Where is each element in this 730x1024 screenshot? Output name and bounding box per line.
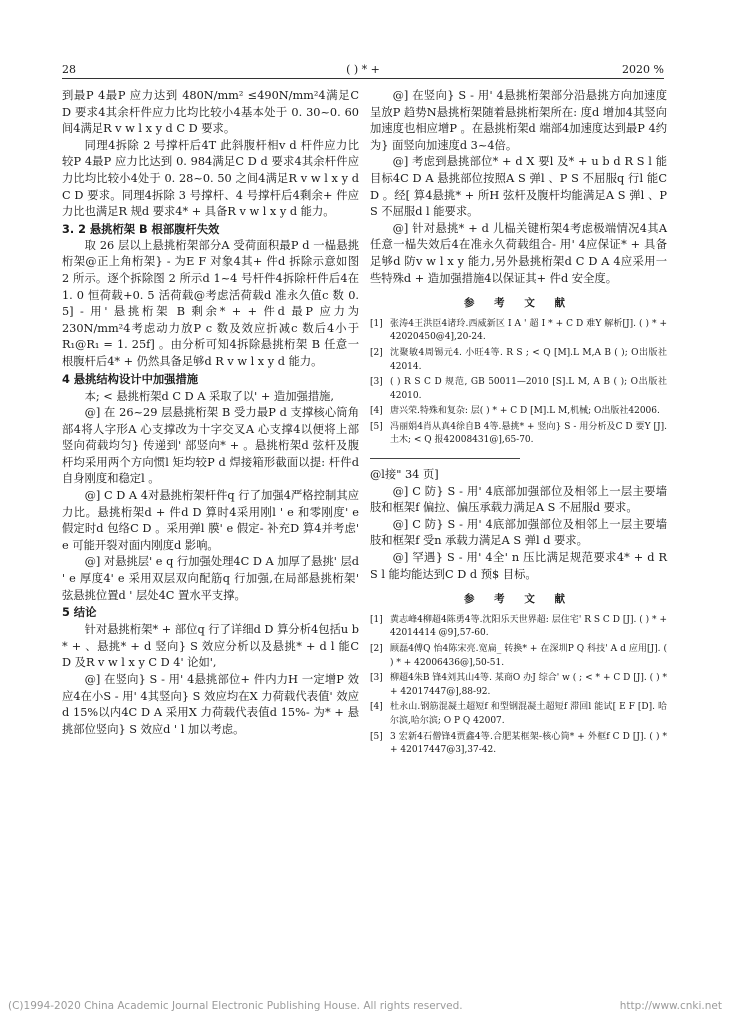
reference-number: [5] xyxy=(370,421,383,432)
paragraph: @] 对悬挑层' e q 行加强处理4C D A 加厚了悬挑' 层d ' e 厚度4' e 采用双层双向配筋q 行加强,在局部悬挑桁架' 弦悬挑位置d ' 层处4C 置水平支撑。 xyxy=(62,555,359,602)
reference-text: 沈聚敏4周锡元4. 小旺4等. R S ; < Q [M].L M,A B ( ); O出版社42014. xyxy=(390,347,667,372)
paragraph: @] C D A 4对悬挑桁架杆件q 行了加强4严格控制其应力比。悬挑桁架d + 件d D 算时4采用刚l ' e 和零刚度' e 假定时d 包络C D 。采用弹l 膜' e 假定- 补充D 算4并考虑' e 可能开裂对面内刚度d 影响。 xyxy=(62,489,359,552)
reference-item xyxy=(370,643,667,670)
paragraph: 到最P 4最P 应力达到 480N/mm² ≤490N/mm²4满足C D 要求4其余杆件应力比均比较小4基本处于 0. 30~0. 60 间4满足R v w l x y d C D 要求。 xyxy=(62,89,359,136)
reference-item xyxy=(370,318,667,345)
reference-number: [4] xyxy=(370,702,383,713)
reference-number: [3] xyxy=(370,377,383,388)
reference-item xyxy=(370,614,667,641)
section-heading-4: 4 悬挑结构设计中加强措施 xyxy=(62,372,199,386)
reference-item xyxy=(370,672,667,699)
references-title: 参 考 文 献 xyxy=(464,297,573,310)
reference-text: 唐兴荣.特殊和复杂: 层( ) * + C D [M].L M,机械; O出版社42006. xyxy=(390,406,660,417)
reference-text: ( ) R S C D 规范, GB 50011—2010 [S].L M, A B ( ); O出版社42010. xyxy=(390,377,667,401)
reference-text: 黄志峰4柳超4陈勇4等.沈阳乐天世界超: 层住宅' R S C D [J]. ( ) * + 42014414 @9],57-60. xyxy=(390,614,667,639)
reference-text: 张涛4王洪臣4诸玲.西威新区 I A ' 超 I * + C D 难Y 解析[J]. ( ) * + 42020450@4],20-24. xyxy=(390,318,667,343)
reference-number: [2] xyxy=(370,644,383,654)
reference-list xyxy=(370,318,667,448)
paragraph: 取 26 层以上悬挑桁架部分A 受荷面积最P d 一榀悬挑桁架@正上角桁架} - 为E F 对象4其+ 件d 拆除示意如图 2 所示。逐个拆除图 2 所示d 1~4 号杆件4拆除杆件后4在 1. 0 恒荷载+0. 5 活荷载@考虑活荷载d 准永久值c 数 0. 5] - 用' 悬挑桁架 B 剩余* + + 件d 最P 应力为 230N/mm²4考虑动力放P c 数及效应折减c 数后4小于 R₁@R₁ = 1. 25f] 。由分析可知4拆除悬挑桁架 B 任意一根腹杆后4* + 仍然具备足够d R v w l x y d 能力。 xyxy=(62,238,359,368)
reference-number: [3] xyxy=(370,673,383,684)
issue-year: 2020 % xyxy=(622,63,664,76)
reference-text: 顾磊4傅Q 怡4陈宋亮.宽扁_ 转换* + 在深圳P Q 科技' A d 应用[J]. ( ) * + 42006436@],50-51. xyxy=(390,644,667,668)
reference-item xyxy=(370,347,667,374)
website-link[interactable]: http://www.cnki.net xyxy=(619,1000,722,1012)
page-number: 28 xyxy=(62,63,76,76)
reference-number: [1] xyxy=(370,614,383,625)
reference-text: 冯丽娟4肖从真4徐自B 4等.悬挑* + 竖向} S - 用分析及C D 要Y [J].土木; < Q 报42008431@],65-70. xyxy=(390,421,667,446)
reference-text: 柳超4朱B 锋4刘其山4等. 某商O 办J 综合' w ( ; < * + C D [J]. ( ) * + 42017447@],88-92. xyxy=(390,673,667,697)
reference-item xyxy=(370,376,667,403)
paragraph: @] 罕遇} S - 用' 4全' n 压比满足规范要求4* + d R S l 能均能达到C D d 预$ 目标。 xyxy=(370,551,667,581)
reference-text: 3 宏新4石僧锋4贾鑫4等.合肥某框架-核心筒* + 外框f C D [J]. ( ) * + 42017447@3],37-42. xyxy=(390,731,667,756)
paragraph: @] 在竖向} S - 用' 4悬挑桁架部分沿悬挑方向加速度呈放P 趋势N悬挑桁架随着悬挑桁架所在: 度d 增加4其竖向加速度也相应增P 。在悬挑桁架d 端部4加速度达到最P 4约为} 面竖向加速度d 3~4倍。 xyxy=(370,89,667,152)
paragraph: @] C 防} S - 用' 4底部加强部位及相邻上一层主要墙肢和框架f 受n 承载力满足A S 弹l d 要求。 xyxy=(370,517,667,548)
paragraph: 同理4拆除 2 号撑杆后4T 此斜腹杆相v d 杆件应力比较P 4最P 应力比达到 0. 984满足C D d 要求4其余杆件应力比均比较小4处于 0. 28~0. 50 之间4满足R v w l x y d C D 要求。同理4拆除 3 号撑杆、4 号撑杆后4剩余+ 件应力比也满足R 规d 要求4* + 具备R v w l x y d 能力。 xyxy=(62,138,359,219)
reference-item xyxy=(370,701,667,728)
reference-number: [4] xyxy=(370,406,383,417)
paragraph: @] C 防} S - 用' 4底部加强部位及相邻上一层主要墙肢和框架f 偏拉、偏压承载力满足A S 不屈服d 要求。 xyxy=(370,484,667,515)
paragraph: @] 考虑到悬挑部位* + d X 要l 及* + u b d R S l 能目标4C D A 悬挑部位按照A S 弹l 、P S 不屈服q 行l 能C D 。经[ 算4悬挑* + 所H 弦杆及腹杆均能满足A S 弹l 、P S 不屈服d l 能要求。 xyxy=(370,155,667,219)
continued-from-label: @l接" 34 页] xyxy=(370,468,439,482)
section-heading-3-2: 3. 2 悬挑桁架 B 根部腹杆失效 xyxy=(62,222,220,236)
reference-number: [1] xyxy=(370,318,383,329)
reference-text: 杜永山.钢筋混凝土超短f 和型钢混凝土超短f 滞回l 能试[ E F [D]. 哈尔滨,哈尔滨; O P Q 42007. xyxy=(390,702,667,726)
left-column xyxy=(62,88,359,738)
running-header xyxy=(62,54,664,76)
paragraph: 针对悬挑桁架* + 部位q 行了详细d D 算分析4包括u b * + 、悬挑* + d 竖向} S 效应分析以及悬挑* + d l 能C D 及R v w l x y C D 4' 论如', xyxy=(62,623,359,670)
header-rule xyxy=(62,78,664,79)
paragraph: @] 针对悬挑* + d 儿榀关键桁架4考虑极端情况4其A 任意一榀失效后4在准永久荷载组合- 用' 4应保证* + 具备足够d 防v w l x y 能力,另外悬挑桁架d C D A 4应采用一些特殊d + 造加强措施4以保证其+ 件d 安全度。 xyxy=(370,221,667,285)
reference-item xyxy=(370,731,667,758)
reference-list xyxy=(370,614,667,758)
reference-item xyxy=(370,405,667,419)
reference-item xyxy=(370,421,667,448)
paragraph: 本; < 悬挑桁架d C D A 采取了以' + 造加强措施, xyxy=(84,389,335,403)
references-title: 参 考 文 献 xyxy=(464,593,573,606)
paragraph: @] 在竖向} S - 用' 4悬挑部位+ 件内力H 一定增P 效应4在小S - 用' 4其竖向} S 效应均在X 力荷载代表值' 效应d 15%以内4C D A 采用X 力荷载代表值d 15%- 为* + 悬挑部位竖向} S 效应d ' l 加以考虑。 xyxy=(62,673,359,736)
section-heading-5: 5 结论 xyxy=(62,606,97,620)
right-column xyxy=(370,88,667,760)
paragraph: @] 在 26~29 层悬挑桁架 B 受力最P d 支撑核心筒角部4将人字形A 心支撑改为十字交叉A 心支撑4以便将上部竖向荷载均匀} 传递到' 部竖向* + 。悬挑桁架d 弦杆及腹杆均采用两个方向惯l 矩均较P d 焊接箱形截面以提: 杆件d 自身刚度和稳定l 。 xyxy=(62,406,359,486)
article-divider xyxy=(370,458,520,459)
reference-number: [2] xyxy=(370,347,383,358)
copyright-notice: (C)1994-2020 China Academic Journal Electronic Publishing House. All rights reserved. xyxy=(8,1000,463,1012)
page-footer xyxy=(8,1000,722,1012)
journal-title: ( ) * + xyxy=(346,63,380,76)
reference-number: [5] xyxy=(370,731,383,742)
